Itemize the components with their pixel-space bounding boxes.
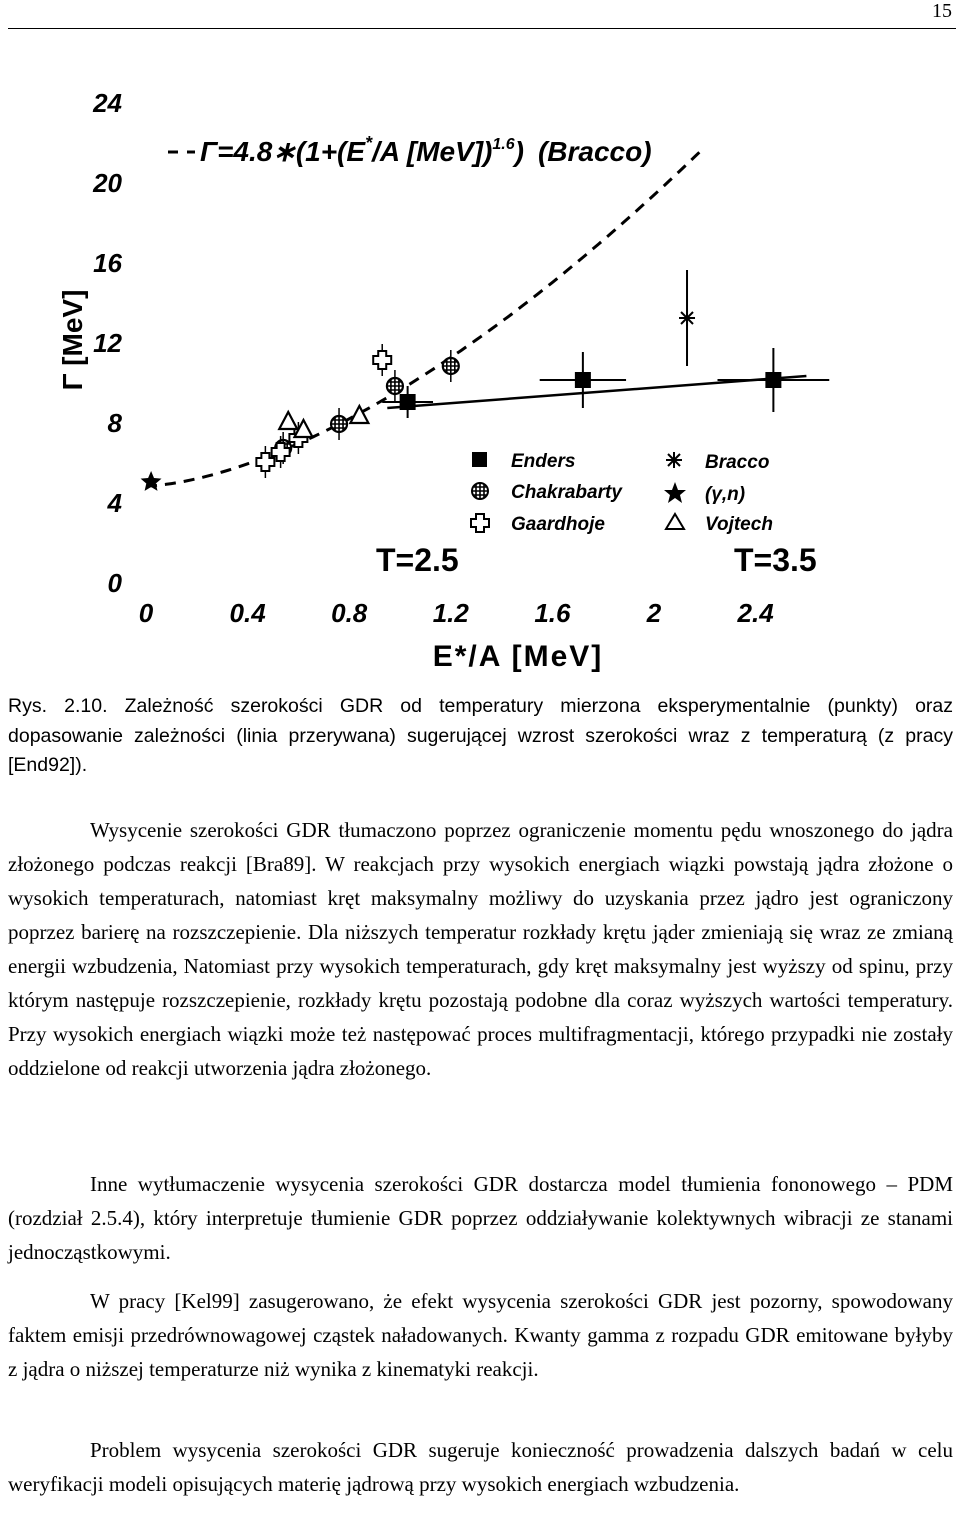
figure — [0, 40, 960, 680]
temperature-label-2: T=3.5 — [734, 542, 817, 578]
y-tick-label: 8 — [107, 408, 122, 438]
y-tick-label: 4 — [107, 488, 122, 518]
legend-marker-gamma-n — [664, 482, 686, 503]
x-axis-title: E*/A [MeV] — [432, 640, 604, 673]
legend-marker-gaardhoje — [471, 514, 489, 532]
x-tick-label: 0.4 — [229, 598, 266, 628]
legend-marker-enders — [472, 452, 487, 467]
data-point-star — [141, 471, 162, 491]
legend-marker-vojtech — [666, 514, 684, 529]
y-tick-label: 12 — [93, 328, 122, 358]
y-tick-label: 20 — [93, 168, 122, 198]
data-point-hatched-circle — [331, 416, 347, 432]
legend — [471, 451, 773, 535]
legend-label-gaardhoje: Gaardhoje — [511, 514, 605, 535]
data-point-triangle — [279, 412, 297, 429]
gdr-width-chart — [0, 40, 960, 680]
paragraph-3: W pracy [Kel99] zasugerowano, że efekt wysycenia szerokości GDR jest pozorny, spowodowany faktem emisji przedrównowagowej cząstek naładowanych. Kwanty gamma z rozpadu GDR emitowane byłyby z jądra o niższej temperaturze niż wynika z kinematyki reakcji. — [8, 1289, 953, 1381]
y-axis-title: Γ [MeV] — [57, 289, 88, 391]
header-rule — [8, 28, 956, 29]
data-point-hatched-circle — [443, 358, 459, 374]
paragraph-1: Wysycenie szerokości GDR tłumaczono poprzez ograniczenie momentu pędu wnoszonego do jądra złożonego podczas reakcji [Bra89]. W reakcjach przy wysokich energiach wiązki powstają jądra złożone o wysokich temperaturach, natomiast kręt maksymalny możliwy do uzyskania przez jądro jest ograniczony poprzez barierę na rozszczepienie. Dla niższych temperatur rozkłady krętu jąder zmieniają się wraz ze zmianą energii wzbudzenia, Natomiast przy wysokich temperaturach, gdy kręt maksymalny jest wyższy od spinu, przy którym następuje rozszczepienie, rozkłady krętu pozostają podobne dla coraz wyższych wartości temperatury. Przy wysokich energiach wiązki może też następować proces multifragmentacji, którego przypadki nie zostały oddzielone od reakcji utworzenia jądra złożonego. — [8, 818, 953, 1080]
x-tick-label: 0.8 — [331, 598, 368, 628]
page-number: 15 — [932, 0, 952, 22]
legend-label-gamma-n: (γ,n) — [705, 484, 746, 505]
data-point-square — [400, 394, 416, 410]
x-tick-label: 1.2 — [432, 598, 469, 628]
y-tick-label: 0 — [107, 568, 122, 598]
x-tick-label: 2.4 — [737, 598, 774, 628]
temperature-label-1: T=2.5 — [376, 542, 459, 578]
figure-caption: Rys. 2.10. Zależność szerokości GDR od temperatury mierzona eksperymentalnie (punkty) oraz dopasowanie zależności (linia przerywana) sugerującej wzrost szerokości wraz z temperaturą (z pracy [End92]). — [8, 695, 953, 776]
legend-marker-bracco — [666, 452, 682, 468]
data-point-open-cross — [373, 351, 391, 369]
x-tick-label: 1.6 — [534, 598, 571, 628]
paragraph-2: Inne wytłumaczenie wysycenia szerokości GDR dostarcza model tłumienia fononowego – PDM (rozdział 2.5.4), który interpretuje tłumienie GDR poprzez oddziaływanie kolektywnych wibracji ze stanami jednocząstkowymi. — [8, 1172, 953, 1264]
data-point-square — [575, 372, 591, 388]
legend-label-bracco: Bracco — [705, 452, 770, 473]
y-tick-label: 16 — [93, 248, 122, 278]
x-tick-label: 0 — [138, 598, 154, 628]
x-tick-label: 2 — [646, 598, 662, 628]
data-point-square — [765, 372, 781, 388]
legend-label-vojtech: Vojtech — [705, 514, 773, 535]
paragraph-4: Problem wysycenia szerokości GDR sugeruje konieczność prowadzenia dalszych badań w celu weryfikacji modeli opisujących materię jądrową przy wysokich energiach wzbudzenia. — [8, 1438, 953, 1496]
legend-marker-chakrabarty — [472, 483, 488, 499]
data-point-asterisk — [679, 310, 695, 326]
y-tick-label: 24 — [93, 88, 122, 118]
fit-curve-dashed — [146, 147, 705, 486]
legend-label-enders: Enders — [511, 451, 576, 472]
legend-label-chakrabarty: Chakrabarty — [511, 482, 622, 503]
fit-formula-label: Γ=4.8∗(1+(E*/A [MeV])$^{1.6}$) (Bracco) — [200, 133, 652, 167]
data-point-hatched-circle — [387, 378, 403, 394]
